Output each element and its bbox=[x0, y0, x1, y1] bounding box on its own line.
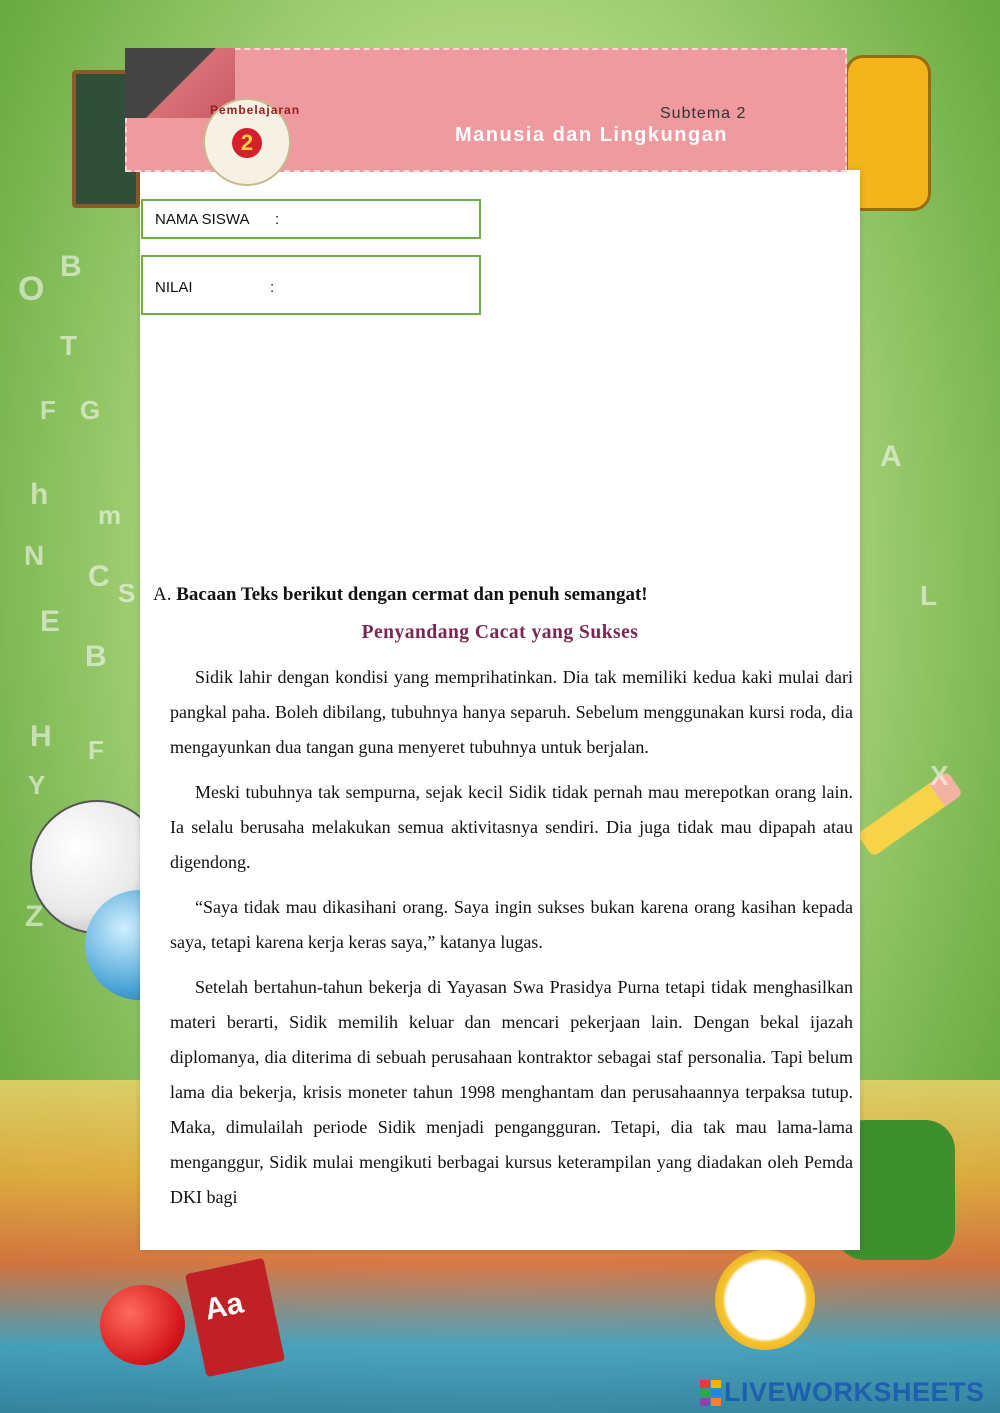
decor-letter: m bbox=[98, 500, 122, 530]
subtema-title: Manusia dan Lingkungan bbox=[455, 124, 729, 146]
score-label: NILAI bbox=[155, 279, 193, 296]
score-box bbox=[141, 255, 481, 315]
decor-letter: X bbox=[930, 760, 949, 791]
story-body bbox=[170, 660, 853, 1225]
decor-letter: E bbox=[40, 605, 61, 638]
section-marker: A. bbox=[153, 584, 172, 605]
liveworksheets-watermark[interactable]: LIVEWORKSHEETS bbox=[724, 1377, 985, 1407]
decor-letter: h bbox=[30, 478, 49, 511]
subtema-label: Subtema 2 bbox=[660, 105, 747, 122]
liveworksheets-logo-icon bbox=[700, 1380, 722, 1406]
decor-letter: A bbox=[880, 440, 902, 473]
decor-letter: Y bbox=[28, 770, 46, 800]
story-paragraph: Sidik lahir dengan kondisi yang memprihatinkan. Dia tak memiliki kedua kaki mulai dari pangkal paha. Boleh dibilang, tubuhnya hanya separuh. Sebelum menggunakan kursi roda, dia mengayunkan dua tangan guna menyeret tubuhnya untuk berjalan. bbox=[170, 667, 853, 757]
decor-letter: O bbox=[18, 270, 45, 308]
clock-decoration bbox=[715, 1250, 815, 1350]
student-name-box bbox=[141, 199, 481, 239]
lesson-badge-label: Pembelajaran bbox=[210, 103, 301, 117]
decor-letter: N bbox=[24, 540, 45, 571]
score-colon: : bbox=[270, 279, 275, 296]
student-name-colon: : bbox=[275, 211, 280, 228]
decor-letter: B bbox=[60, 250, 82, 283]
apple-decoration bbox=[100, 1285, 185, 1365]
student-name-label: NAMA SISWA bbox=[155, 211, 250, 228]
story-title: Penyandang Cacat yang Sukses bbox=[361, 622, 639, 643]
student-name-input[interactable] bbox=[288, 205, 472, 235]
decor-letter: F bbox=[88, 735, 104, 765]
decor-letter: Z bbox=[25, 900, 44, 933]
story-paragraph: Setelah bertahun-tahun bekerja di Yayasan Swa Prasidya Purna tetapi tidak menghasilkan materi berarti, Sidik memilih keluar dan mencari pekerjaan lain. Dengan bekal ijazah diplomanya, dia diterima di sebuah perusahaan kontraktor sebagai staf personalia. Tapi belum lama dia bekerja, krisis moneter tahun 1998 menghantam dan perusahaannya terpaksa tutup. Maka, dimulailah periode Sidik menjadi pengangguran. Tetapi, dia tak mau lama-lama menganggur, Sidik mulai mengikuti berbagai kursus keterampilan yang diadakan oleh Pemda DKI bagi bbox=[170, 977, 853, 1207]
decor-letter: H bbox=[30, 720, 52, 753]
section-instruction-text: Bacaan Teks berikut dengan cermat dan penuh semangat! bbox=[176, 584, 648, 605]
decor-letter: B bbox=[85, 640, 107, 673]
lesson-badge-number: 2 bbox=[232, 128, 262, 158]
decor-letter: S bbox=[118, 578, 136, 608]
section-instruction bbox=[153, 584, 648, 606]
score-input[interactable] bbox=[283, 273, 467, 303]
decor-letter: T bbox=[60, 330, 78, 361]
decor-letter: F bbox=[40, 395, 56, 425]
story-paragraph: “Saya tidak mau dikasihani orang. Saya ingin sukses bukan karena orang kasihan kepada saya, tetapi karena kerja keras saya,” katanya lugas. bbox=[170, 897, 853, 952]
decor-letter: G bbox=[80, 395, 101, 425]
decor-letter: Aa bbox=[201, 1286, 247, 1327]
decor-letter: L bbox=[920, 580, 938, 611]
decor-letter: C bbox=[88, 560, 110, 593]
story-paragraph: Meski tubuhnya tak sempurna, sejak kecil Sidik tidak pernah mau merepotkan orang lain. Ia selalu berusaha melakukan semua aktivitasnya sendiri. Dia juga tidak mau dipapah atau digendong. bbox=[170, 782, 853, 872]
